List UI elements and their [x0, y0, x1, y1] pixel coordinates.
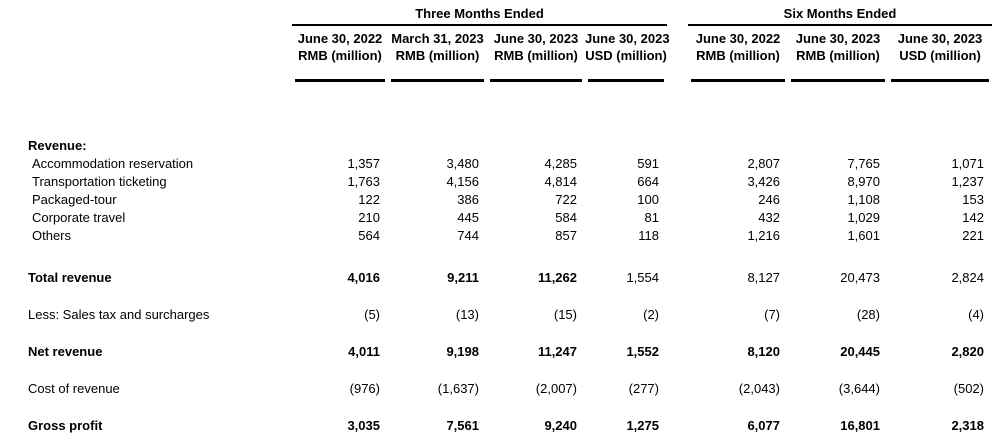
column-underline — [691, 79, 785, 82]
cell: 4,814 — [544, 173, 577, 189]
cell: 3,035 — [347, 417, 380, 433]
cell: 2,820 — [951, 343, 984, 359]
cell: 20,473 — [840, 269, 880, 285]
row-label: Packaged-tour — [32, 191, 117, 207]
table-row-gross-profit — [0, 416, 1006, 434]
cell: (5) — [364, 306, 380, 322]
group-title: Six Months Ended — [783, 6, 897, 21]
column-unit: RMB (million) — [796, 48, 880, 63]
cell: 564 — [358, 227, 380, 243]
cell: 9,240 — [544, 417, 577, 433]
cell: 4,011 — [348, 343, 380, 359]
cell: (4) — [968, 306, 984, 322]
cell: 3,480 — [446, 155, 479, 171]
column-unit: USD (million) — [899, 48, 981, 63]
cell: 4,285 — [544, 155, 577, 171]
cell: 1,554 — [626, 269, 659, 285]
column-header — [585, 26, 670, 64]
column-date: June 30, 2023 — [585, 31, 670, 46]
cell: (1,637) — [437, 380, 479, 396]
cell: 221 — [962, 227, 984, 243]
cell: 7,765 — [847, 155, 880, 171]
cell: 1,601 — [847, 227, 880, 243]
column-underline — [391, 79, 484, 82]
table-row-total-revenue — [0, 268, 1006, 286]
cell: 8,970 — [847, 173, 880, 189]
column-gap — [667, 64, 688, 82]
cell: 1,275 — [626, 417, 659, 433]
cell: 4,016 — [347, 269, 380, 285]
column-underline — [791, 79, 885, 82]
cell: 386 — [457, 191, 479, 207]
cell: 2,807 — [747, 155, 780, 171]
cell: 16,801 — [840, 417, 880, 433]
cell: 1,029 — [847, 209, 880, 225]
table-row-net-revenue — [0, 342, 1006, 360]
row-label: Total revenue — [28, 269, 112, 285]
column-header — [788, 26, 888, 64]
column-date: June 30, 2022 — [695, 31, 781, 46]
cell: 664 — [637, 173, 659, 189]
cell: 100 — [637, 191, 659, 207]
column-underline — [588, 79, 664, 82]
table-body — [0, 136, 1006, 434]
row-label: Cost of revenue — [28, 380, 120, 396]
column-underline — [490, 79, 582, 82]
cell: 4,156 — [446, 173, 479, 189]
column-header-spacer — [0, 26, 292, 64]
cell: 1,763 — [347, 173, 380, 189]
table-row-revenue-header — [0, 136, 1006, 154]
table-row-cost-of-revenue — [0, 379, 1006, 397]
cell: (3,644) — [838, 380, 880, 396]
cell: 1,108 — [847, 191, 880, 207]
cell: (502) — [953, 380, 984, 396]
row-label: Others — [32, 227, 72, 243]
cell: (277) — [628, 380, 659, 396]
column-unit: RMB (million) — [696, 48, 780, 63]
cell: 1,357 — [347, 155, 380, 171]
cell: 1,237 — [951, 173, 984, 189]
cell: 591 — [637, 155, 659, 171]
row-label: Transportation ticketing — [32, 173, 167, 189]
cell: (976) — [349, 380, 380, 396]
cell: (13) — [455, 306, 479, 322]
column-date: March 31, 2023 — [391, 31, 484, 46]
column-header-row — [0, 26, 1006, 64]
cell: 1,552 — [626, 343, 659, 359]
column-date: June 30, 2023 — [493, 31, 579, 46]
cell: 1,216 — [747, 227, 780, 243]
row-label: Gross profit — [28, 417, 103, 433]
cell: 81 — [644, 209, 659, 225]
table-row-accommodation-reservation — [0, 154, 1006, 172]
row-label: Accommodation reservation — [32, 155, 194, 171]
row-label: Corporate travel — [32, 209, 126, 225]
cell: 8,127 — [747, 269, 780, 285]
column-unit: RMB (million) — [494, 48, 578, 63]
cell: (7) — [764, 306, 780, 322]
cell: 744 — [457, 227, 479, 243]
group-header-spacer — [0, 6, 292, 26]
column-header — [292, 26, 388, 64]
column-gap — [667, 26, 688, 64]
cell: 142 — [962, 209, 984, 225]
table-row-others — [0, 226, 1006, 244]
cell: 118 — [638, 227, 659, 243]
table-row-transportation-ticketing — [0, 172, 1006, 190]
cell: 153 — [962, 191, 984, 207]
underline-spacer — [0, 64, 292, 82]
column-unit: RMB (million) — [395, 48, 480, 63]
column-header — [388, 26, 487, 64]
cell: 20,445 — [840, 343, 880, 359]
cell: 432 — [758, 209, 780, 225]
cell: 857 — [555, 227, 577, 243]
cell: 445 — [457, 209, 479, 225]
row-label: Revenue: — [28, 137, 87, 153]
column-unit: USD (million) — [585, 48, 667, 63]
column-date: June 30, 2023 — [897, 31, 983, 46]
cell: 246 — [758, 191, 780, 207]
column-underline — [891, 79, 989, 82]
cell: (15) — [553, 306, 577, 322]
group-gap — [667, 6, 688, 26]
cell: 7,561 — [446, 417, 479, 433]
table-row-packaged-tour — [0, 190, 1006, 208]
column-date: June 30, 2022 — [297, 31, 383, 46]
column-underline-row — [0, 64, 1006, 82]
column-header — [688, 26, 788, 64]
cell: 122 — [358, 191, 380, 207]
cell: 6,077 — [747, 417, 780, 433]
cell: 722 — [555, 191, 577, 207]
cell: 11,262 — [537, 269, 577, 285]
cell: (2) — [643, 306, 659, 322]
cell: 9,198 — [446, 343, 479, 359]
cell: 9,211 — [447, 269, 479, 285]
column-unit: RMB (million) — [298, 48, 382, 63]
cell: 2,318 — [951, 417, 984, 433]
cell: 1,071 — [951, 155, 984, 171]
row-label: Less: Sales tax and surcharges — [28, 306, 210, 322]
table-row-sales-tax-surcharges — [0, 305, 1006, 323]
column-group-header-row — [0, 6, 1006, 26]
group-title: Three Months Ended — [415, 6, 544, 21]
column-header — [487, 26, 585, 64]
cell: 3,426 — [747, 173, 780, 189]
cell: 210 — [358, 209, 380, 225]
column-header — [888, 26, 992, 64]
column-underline — [295, 79, 385, 82]
cell: (2,007) — [535, 380, 577, 396]
cell: 8,120 — [747, 343, 780, 359]
cell: 584 — [555, 209, 577, 225]
col-group-six-months — [688, 6, 992, 26]
table-row-corporate-travel — [0, 208, 1006, 226]
row-label: Net revenue — [28, 343, 103, 359]
cell: 2,824 — [951, 269, 984, 285]
column-date: June 30, 2023 — [795, 31, 881, 46]
cell: 11,247 — [537, 343, 577, 359]
cell: (2,043) — [738, 380, 780, 396]
col-group-three-months — [292, 6, 667, 26]
cell: (28) — [856, 306, 880, 322]
